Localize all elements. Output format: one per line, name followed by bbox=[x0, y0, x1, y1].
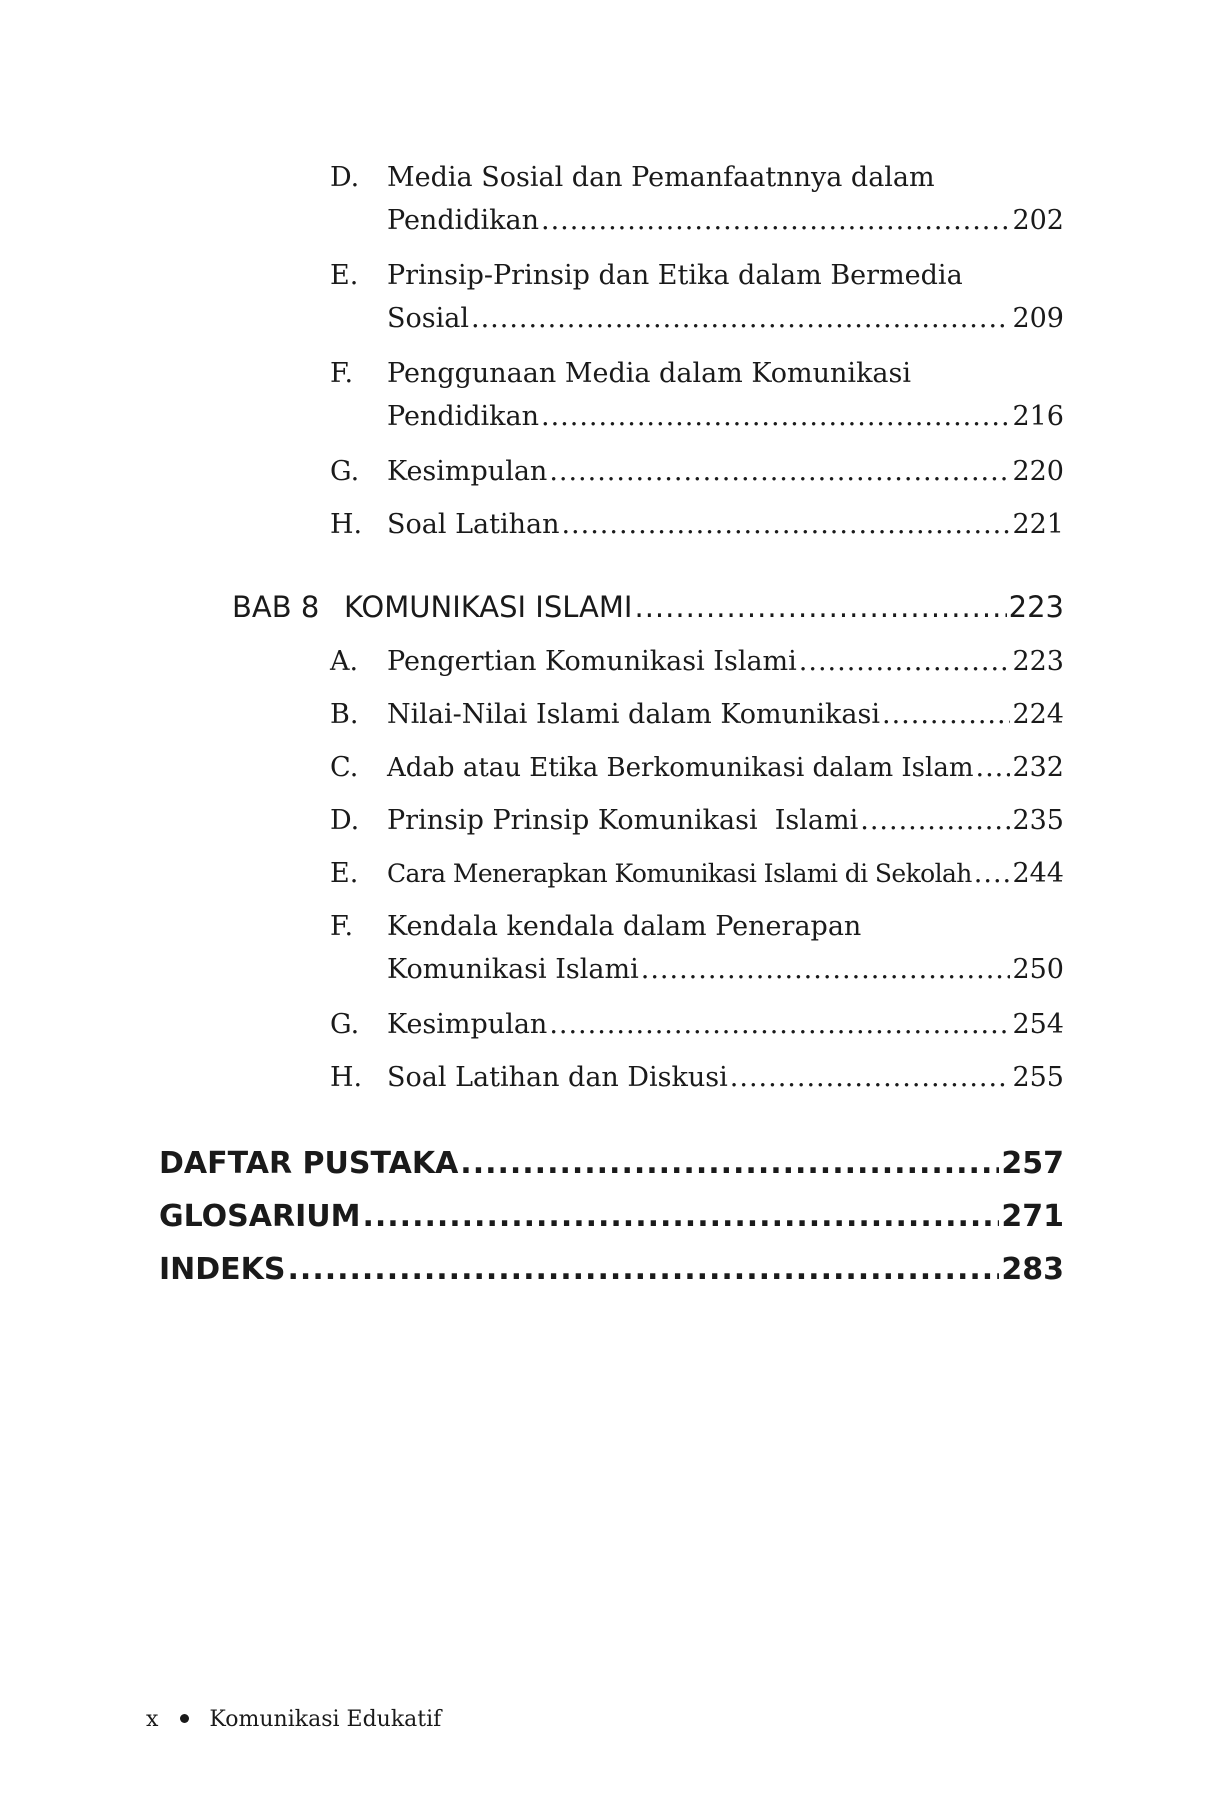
page-footer bbox=[146, 1707, 441, 1732]
entry-title: Pendidikan bbox=[387, 205, 540, 236]
toc-entry-e2[interactable] bbox=[330, 852, 1064, 895]
entry-title: INDEKS bbox=[159, 1252, 286, 1287]
entry-title: Prinsip Prinsip Komunikasi Islami bbox=[387, 805, 859, 836]
toc-entry-h2[interactable] bbox=[330, 1056, 1064, 1099]
toc-entry-a[interactable] bbox=[330, 640, 1064, 683]
entry-page: 235 bbox=[1012, 805, 1064, 836]
entry-letter: B. bbox=[330, 699, 359, 730]
leader-dots bbox=[541, 395, 1010, 438]
leader-dots bbox=[882, 693, 1010, 736]
entry-letter: A. bbox=[330, 646, 359, 677]
entry-letter: G. bbox=[330, 456, 360, 487]
page-number: x bbox=[146, 1707, 159, 1732]
entry-title: Pengertian Komunikasi Islami bbox=[387, 646, 797, 677]
toc-glosarium[interactable] bbox=[159, 1195, 1064, 1238]
entry-title: Kesimpulan bbox=[387, 1009, 548, 1040]
entry-title: Soal Latihan dan Diskusi bbox=[387, 1062, 728, 1093]
toc-entry-e[interactable] bbox=[330, 254, 1064, 340]
toc-entry-b[interactable] bbox=[330, 693, 1064, 736]
toc-entry-g2[interactable] bbox=[330, 1003, 1064, 1046]
entry-page: 244 bbox=[1012, 858, 1064, 889]
leader-dots bbox=[541, 199, 1010, 242]
entry-page: 283 bbox=[1001, 1252, 1064, 1287]
toc-indeks[interactable] bbox=[159, 1248, 1064, 1291]
leader-dots bbox=[976, 746, 1011, 789]
entry-title: GLOSARIUM bbox=[159, 1199, 361, 1234]
entry-page: 223 bbox=[1012, 646, 1064, 677]
entry-letter: D. bbox=[330, 162, 360, 193]
entry-page: 250 bbox=[1012, 954, 1064, 985]
entry-letter: G. bbox=[330, 1009, 360, 1040]
entry-page: 257 bbox=[1001, 1146, 1064, 1181]
leader-dots bbox=[288, 1248, 1000, 1291]
entry-page: 255 bbox=[1012, 1062, 1064, 1093]
toc-entry-h[interactable] bbox=[330, 503, 1064, 546]
entry-page: 221 bbox=[1012, 509, 1064, 540]
leader-dots bbox=[799, 640, 1011, 683]
leader-dots bbox=[634, 586, 1006, 629]
entry-letter: H. bbox=[330, 1062, 363, 1093]
leader-dots bbox=[974, 852, 1011, 895]
leader-dots bbox=[362, 1195, 999, 1238]
leader-dots bbox=[561, 503, 1010, 546]
entry-title: Komunikasi Islami bbox=[387, 954, 639, 985]
entry-title: Cara Menerapkan Komunikasi Islami di Sekolah bbox=[387, 859, 972, 888]
entry-title: Adab atau Etika Berkomunikasi dalam Islam bbox=[387, 753, 974, 783]
entry-page: 202 bbox=[1012, 205, 1064, 236]
entry-page: 254 bbox=[1012, 1009, 1064, 1040]
entry-title: Pendidikan bbox=[387, 401, 540, 432]
leader-dots bbox=[641, 948, 1011, 991]
toc-daftar-pustaka[interactable] bbox=[159, 1142, 1064, 1185]
chapter-8-heading[interactable] bbox=[232, 586, 1064, 629]
chapter-page: 223 bbox=[1008, 590, 1064, 624]
leader-dots bbox=[549, 450, 1010, 493]
toc-entry-d2[interactable] bbox=[330, 799, 1064, 842]
toc-entry-g[interactable] bbox=[330, 450, 1064, 493]
entry-page: 209 bbox=[1012, 303, 1064, 334]
entry-title: Soal Latihan bbox=[387, 509, 560, 540]
entry-title-line: Kendala kendala dalam Penerapan bbox=[387, 911, 862, 942]
entry-letter: F. bbox=[330, 358, 354, 389]
toc-entry-c[interactable] bbox=[330, 746, 1064, 790]
leader-dots bbox=[460, 1142, 999, 1185]
entry-page: 232 bbox=[1012, 752, 1064, 783]
entry-letter: C. bbox=[330, 752, 359, 783]
entry-title: Kesimpulan bbox=[387, 456, 548, 487]
entry-letter: H. bbox=[330, 509, 363, 540]
leader-dots bbox=[549, 1003, 1010, 1046]
entry-letter: E. bbox=[330, 858, 359, 889]
chapter-title: KOMUNIKASI ISLAMI bbox=[344, 590, 633, 624]
bullet-icon bbox=[180, 1714, 189, 1723]
leader-dots bbox=[730, 1056, 1011, 1099]
toc-entry-f[interactable] bbox=[330, 352, 1064, 438]
entry-title: Sosial bbox=[387, 303, 469, 334]
entry-letter: E. bbox=[330, 260, 359, 291]
entry-letter: D. bbox=[330, 805, 360, 836]
entry-page: 216 bbox=[1012, 401, 1064, 432]
entry-title: DAFTAR PUSTAKA bbox=[159, 1146, 459, 1181]
book-title: Komunikasi Edukatif bbox=[209, 1707, 442, 1732]
toc-entry-f2[interactable] bbox=[330, 905, 1064, 991]
chapter-number: BAB 8 bbox=[232, 590, 320, 624]
entry-title-line: Penggunaan Media dalam Komunikasi bbox=[387, 358, 912, 389]
entry-title: Nilai-Nilai Islami dalam Komunikasi bbox=[387, 699, 881, 730]
leader-dots bbox=[471, 297, 1010, 340]
entry-page: 224 bbox=[1012, 699, 1064, 730]
leader-dots bbox=[860, 799, 1010, 842]
entry-title-line: Media Sosial dan Pemanfaatnnya dalam bbox=[387, 162, 935, 193]
toc-entry-d[interactable] bbox=[330, 156, 1064, 242]
entry-letter: F. bbox=[330, 911, 354, 942]
entry-page: 220 bbox=[1012, 456, 1064, 487]
entry-page: 271 bbox=[1001, 1199, 1064, 1234]
entry-title-line: Prinsip-Prinsip dan Etika dalam Bermedia bbox=[387, 260, 963, 291]
